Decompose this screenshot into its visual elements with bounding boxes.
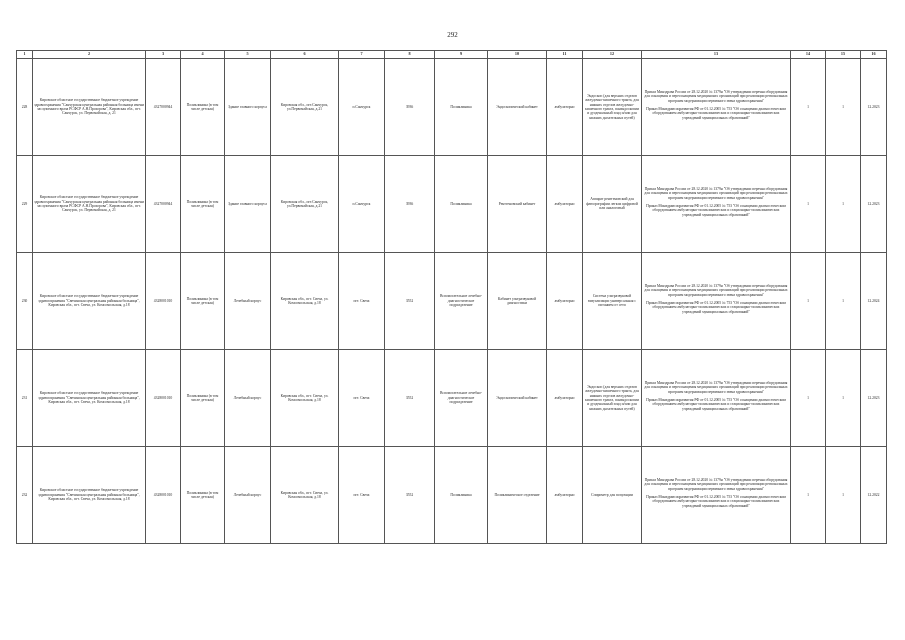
date-cell: 12.2022 (861, 447, 887, 544)
column-header-13: 13 (642, 51, 791, 59)
locality-cell: пгт. Свеча (339, 253, 385, 350)
department-cell: Вспомогательное лечебно-диагностическое подразделение (435, 253, 488, 350)
room-cell: Эндоскопический кабинет (488, 59, 547, 156)
locality-cell: пгт. Свеча (339, 350, 385, 447)
regulation-paragraph: Приказ Минздрава России от 28.12.2020 № 1379н "Об утверждении перечня оборудования для оснащения и переоснащения медицинских организаций при реализации региональных программ модернизации первичного звена здравоохранения" (644, 283, 788, 297)
column-header-2: 2 (33, 51, 146, 59)
address-cell: Кировская обл., пгт. Свеча, ул. Комсомольская, д.18 (271, 447, 339, 544)
inn-cell: 4328001010 (146, 447, 181, 544)
column-15-cell: 1 (826, 156, 861, 253)
equipment-cell: Эндоскоп (для верхних отделов желудочно-кишечного тракта, для нижних отделов желудочно-кишечного тракта, панэндоскопии и дуоденальный зонд и/или для нижних дыхательных путей) (583, 350, 642, 447)
care-type-cell: амбулаторно (547, 59, 583, 156)
building-cell: Лечебный корпус (225, 253, 271, 350)
building-cell: Здание главного корпуса (225, 59, 271, 156)
column-14-cell: 1 (791, 447, 826, 544)
regulation-paragraph: Приказ Минздрава России от 28.12.2020 № 1379н "Об утверждении перечня оборудования для оснащения и переоснащения медицинских организаций при реализации региональных программ модернизации первичного звена здравоохранения" (644, 477, 788, 491)
population-cell: 3552 (385, 253, 435, 350)
unit-cell: Поликлиника (в том числе детская) (181, 59, 225, 156)
care-type-cell: амбулаторно (547, 350, 583, 447)
unit-cell: Поликлиника (в том числе детская) (181, 447, 225, 544)
row-number: 230 (17, 253, 33, 350)
column-15-cell: 1 (826, 350, 861, 447)
locality-cell: пгт. Свеча (339, 447, 385, 544)
building-cell: Здание главного корпуса (225, 156, 271, 253)
column-header-3: 3 (146, 51, 181, 59)
row-number: 232 (17, 447, 33, 544)
equipment-table (16, 50, 887, 544)
organization-cell: Кировское областное государственное бюджетное учреждение здравоохранения "Свечинская центральная районная больница", Кировская обл., пгт. Свеча, ул. Комсомольская, д.18 (33, 253, 146, 350)
inn-cell: 4328001010 (146, 253, 181, 350)
column-header-4: 4 (181, 51, 225, 59)
locality-cell: п.Санчурск (339, 59, 385, 156)
inn-cell: 4328001010 (146, 350, 181, 447)
address-cell: Кировская обл., пгт.Санчурск, ул.Первомайская, д.21 (271, 59, 339, 156)
building-cell: Лечебный корпус (225, 447, 271, 544)
regulation-paragraph: Приказ Минздрава России от 28.12.2020 № 1379н "Об утверждении перечня оборудования для оснащения и переоснащения медицинских организаций при реализации региональных программ модернизации первичного звена здравоохранения" (644, 380, 788, 394)
room-cell: Рентгеновский кабинет (488, 156, 547, 253)
column-header-12: 12 (583, 51, 642, 59)
column-15-cell: 1 (826, 447, 861, 544)
column-header-8: 8 (385, 51, 435, 59)
regulation-cell (642, 253, 791, 350)
column-header-10: 10 (488, 51, 547, 59)
regulation-paragraph: Приказ Минздравсоцразвития РФ от 01.12.2005 № 753 "Об оснащении диагностическим оборудованием амбулаторно-поликлинических и стационарно-поликлинических учреждений муниципальных образований" (646, 204, 786, 217)
care-type-cell: амбулаторно (547, 156, 583, 253)
department-cell: Поликлиника (435, 156, 488, 253)
regulation-paragraph: Приказ Минздравсоцразвития РФ от 01.12.2005 № 753 "Об оснащении диагностическим оборудованием амбулаторно-поликлинических и стационарно-поликлинических учреждений муниципальных образований" (646, 301, 786, 314)
column-header-14: 14 (791, 51, 826, 59)
row-number: 231 (17, 350, 33, 447)
department-cell: Вспомогательное лечебно-диагностическое подразделение (435, 350, 488, 447)
column-header-7: 7 (339, 51, 385, 59)
regulation-paragraph: Приказ Минздрава России от 28.12.2020 № 1379н "Об утверждении перечня оборудования для оснащения и переоснащения медицинских организаций при реализации региональных программ модернизации первичного звена здравоохранения" (644, 186, 788, 200)
unit-cell: Поликлиника (в том числе детская) (181, 350, 225, 447)
column-header-6: 6 (271, 51, 339, 59)
inn-cell: 4327000944 (146, 156, 181, 253)
column-14-cell: 1 (791, 59, 826, 156)
building-cell: Лечебный корпус (225, 350, 271, 447)
column-header-16: 16 (861, 51, 887, 59)
column-14-cell: 1 (791, 253, 826, 350)
regulation-paragraph: Приказ Минздравсоцразвития РФ от 01.12.2005 № 753 "Об оснащении диагностическим оборудованием амбулаторно-поликлинических и стационарно-поликлинических учреждений муниципальных образований" (646, 107, 786, 120)
care-type-cell: амбулаторно (547, 447, 583, 544)
locality-cell: п.Санчурск (339, 156, 385, 253)
row-number: 229 (17, 156, 33, 253)
equipment-cell: Система ультразвуковой визуализации универсальная с питанием от сети (583, 253, 642, 350)
regulation-cell (642, 350, 791, 447)
department-cell: Поликлиника (435, 447, 488, 544)
column-header-9: 9 (435, 51, 488, 59)
header-row (17, 51, 887, 59)
room-cell: Кабинет ультразвуковой диагностики (488, 253, 547, 350)
organization-cell: Кировское областное государственное бюджетное учреждение здравоохранения "Свечинская центральная районная больница", Кировская обл., пгт. Свеча, ул. Комсомольская, д.18 (33, 447, 146, 544)
date-cell: 12.2023 (861, 156, 887, 253)
inn-cell: 4327000944 (146, 59, 181, 156)
equipment-cell: Эндоскоп (для верхних отделов желудочно-кишечного тракта, для нижних отделов желудочно-кишечного тракта, панэндоскопии и дуоденальный зонд и/или для нижних дыхательных путей) (583, 59, 642, 156)
care-type-cell: амбулаторно (547, 253, 583, 350)
column-15-cell: 1 (826, 59, 861, 156)
table-body (17, 59, 887, 544)
unit-cell: Поликлиника (в том числе детская) (181, 253, 225, 350)
regulation-cell (642, 59, 791, 156)
column-15-cell: 1 (826, 253, 861, 350)
organization-cell: Кировское областное государственное бюджетное учреждение здравоохранения "Санчурская центральная районная больница имени заслуженного врача РСФСР А.Н.Прохорова", Кировская обл., пгт. Санчурск, ул. Первомайская, д. 21 (33, 156, 146, 253)
page-number: 292 (447, 31, 458, 39)
equipment-cell: Спирометр для популяции (583, 447, 642, 544)
regulation-paragraph: Приказ Минздравсоцразвития РФ от 01.12.2005 № 753 "Об оснащении диагностическим оборудованием амбулаторно-поликлинических и стационарно-поликлинических учреждений муниципальных образований" (646, 398, 786, 411)
table-row (17, 447, 887, 544)
date-cell: 12.2023 (861, 350, 887, 447)
column-14-cell: 1 (791, 156, 826, 253)
population-cell: 3936 (385, 156, 435, 253)
row-number: 228 (17, 59, 33, 156)
organization-cell: Кировское областное государственное бюджетное учреждение здравоохранения "Свечинская центральная районная больница", Кировская обл., пгт. Свеча, ул. Комсомольская, д.18 (33, 350, 146, 447)
regulation-paragraph: Приказ Минздрава России от 28.12.2020 № 1379н "Об утверждении перечня оборудования для оснащения и переоснащения медицинских организаций при реализации региональных программ модернизации первичного звена здравоохранения" (644, 89, 788, 103)
population-cell: 3936 (385, 59, 435, 156)
population-cell: 3552 (385, 350, 435, 447)
address-cell: Кировская обл., пгт. Свеча, ул. Комсомольская, д.18 (271, 350, 339, 447)
equipment-cell: Аппарат рентгеновский для флюорографии легких цифровой или аналоговый (583, 156, 642, 253)
date-cell: 12.2023 (861, 59, 887, 156)
room-cell: Поликлиническое отделение (488, 447, 547, 544)
column-header-1: 1 (17, 51, 33, 59)
regulation-paragraph: Приказ Минздравсоцразвития РФ от 01.12.2005 № 753 "Об оснащении диагностическим оборудованием амбулаторно-поликлинических и стационарно-поликлинических учреждений муниципальных образований" (646, 495, 786, 508)
column-14-cell: 1 (791, 350, 826, 447)
regulation-cell (642, 447, 791, 544)
regulation-cell (642, 156, 791, 253)
address-cell: Кировская обл., пгт.Санчурск, ул.Первомайская, д.21 (271, 156, 339, 253)
column-header-15: 15 (826, 51, 861, 59)
room-cell: Эндоскопический кабинет (488, 350, 547, 447)
table-row (17, 350, 887, 447)
table-row (17, 59, 887, 156)
organization-cell: Кировское областное государственное бюджетное учреждение здравоохранения "Санчурская центральная районная больница имени заслуженного врача РСФСР А.Н.Прохорова", Кировская обл., пгт. Санчурск, ул. Первомайская, д. 21 (33, 59, 146, 156)
column-header-11: 11 (547, 51, 583, 59)
column-header-5: 5 (225, 51, 271, 59)
unit-cell: Поликлиника (в том числе детская) (181, 156, 225, 253)
table-row (17, 253, 887, 350)
table-row (17, 156, 887, 253)
department-cell: Поликлиника (435, 59, 488, 156)
date-cell: 12.2024 (861, 253, 887, 350)
address-cell: Кировская обл., пгт. Свеча, ул. Комсомольская, д.18 (271, 253, 339, 350)
population-cell: 3552 (385, 447, 435, 544)
